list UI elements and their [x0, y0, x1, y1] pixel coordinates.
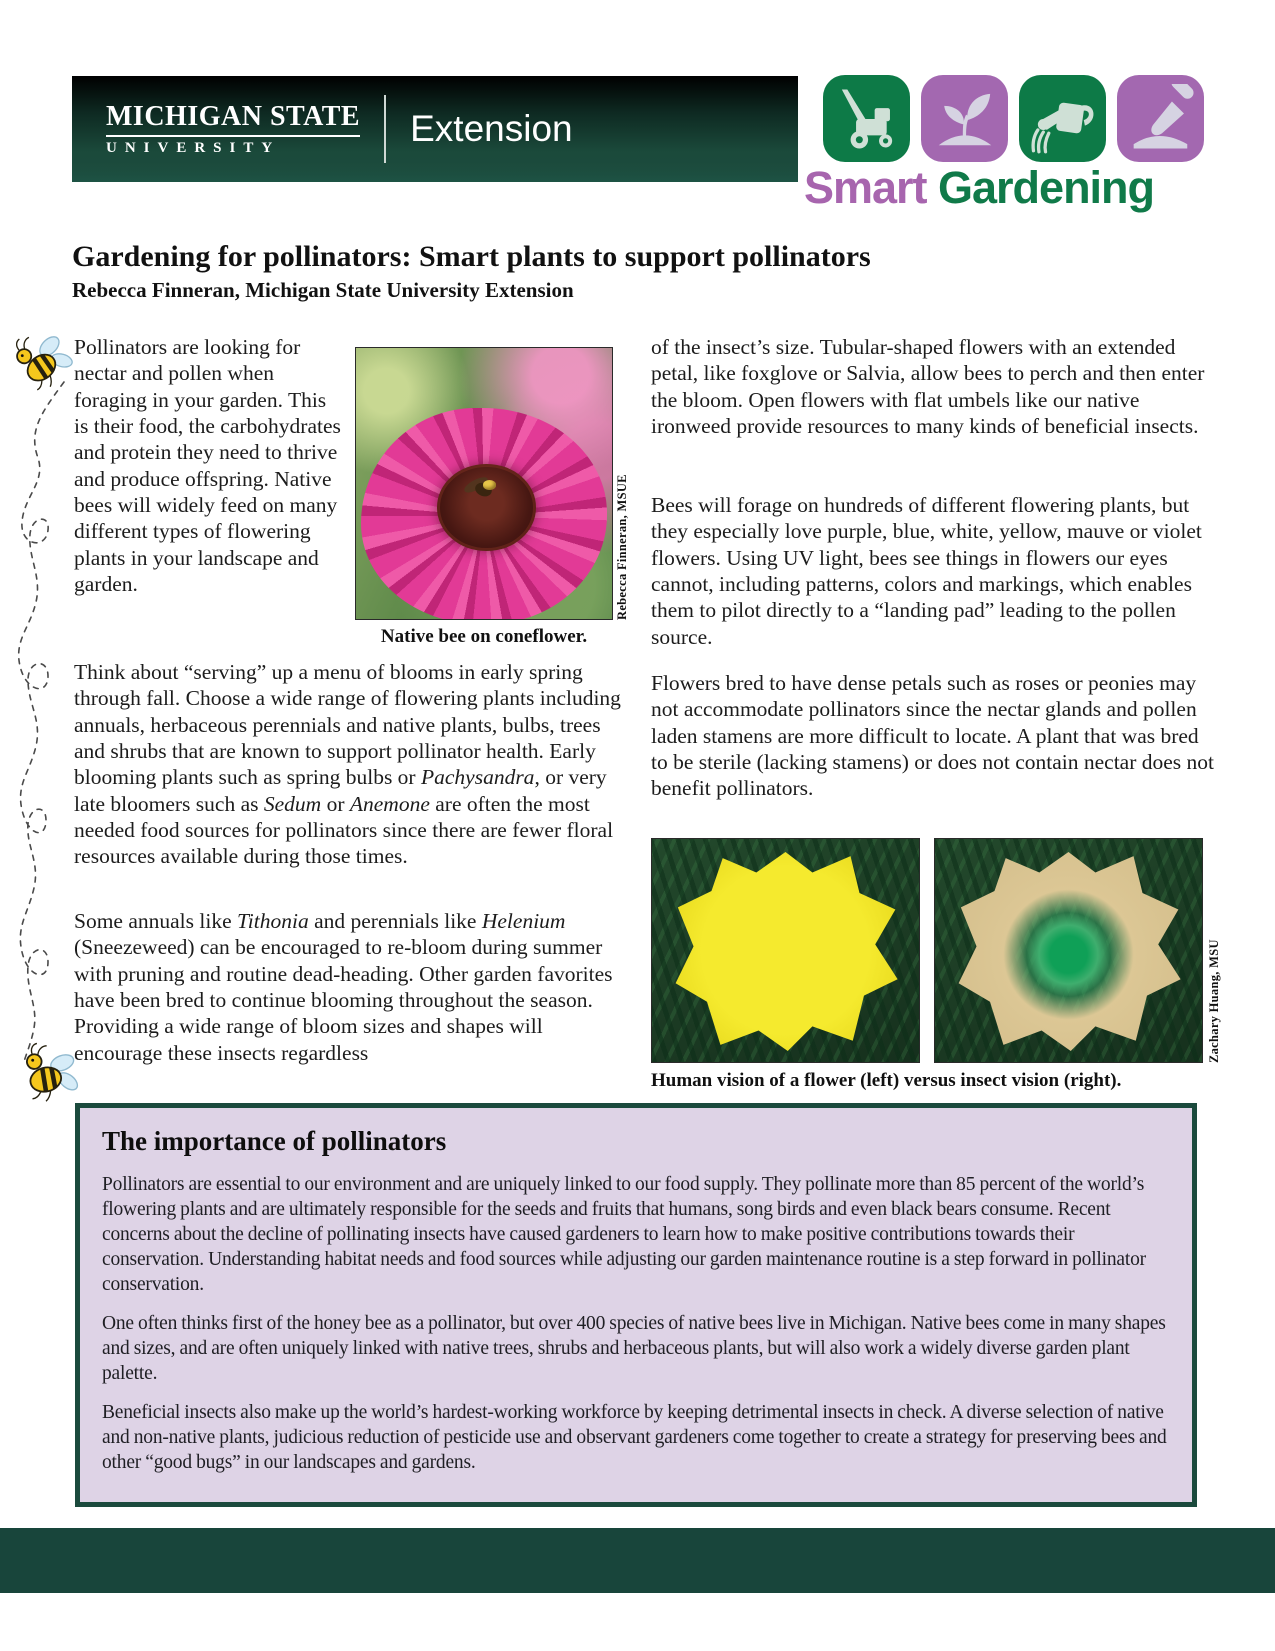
seedling-icon — [930, 84, 1000, 154]
paragraph: of the insect’s size. Tubular-shaped flowers with an extended petal, like foxglove or Salvia, allow bees to perch and then enter the bloom. Open flowers with flat umbels like our native ironweed provide resources to many kinds of beneficial insects. — [651, 335, 1205, 438]
paragraph: Bees will forage on hundreds of different flowering plants, but they especially love purple, blue, white, yellow, mauve or violet flowers. Using UV light, bees see things in flowers our eyes cannot, including patterns, colors and markings, which enables them to pilot directly to a “landing pad” leading to the pollen source. — [651, 493, 1202, 649]
paragraph: Flowers bred to have dense petals such as roses or peonies may not accommodate pollinators since the nectar glands and pollen laden stamens are more difficult to locate. A plant that was bred to be sterile (lacking stamens) or does not contain nectar does not benefit pollinators. — [651, 671, 1215, 801]
extension-label: Extension — [410, 108, 573, 149]
seedling-tile — [921, 75, 1008, 162]
watering-can-icon — [1028, 84, 1098, 154]
insect-vision-photo — [934, 838, 1203, 1063]
lawn-mower-icon — [832, 84, 902, 154]
paragraph: Pollinators are looking for nectar and pollen when foraging in your garden. This is their food, the carbohydrates and protein they need to thrive and produce offspring. Native bees will widely feed on many different types of flowering plants in your landscape and garden. — [74, 335, 341, 596]
byline: Rebecca Finneran, Michigan State University Extension — [72, 278, 574, 302]
msu-wordmark-line2: UNIVERSITY — [106, 139, 281, 156]
coneflower-bloom — [361, 408, 607, 620]
importance-of-pollinators-box — [75, 1103, 1197, 1507]
watering-can-tile — [1019, 75, 1106, 162]
paragraph: Some annuals like Tithonia and perennials like Helenium (Sneezeweed) can be encouraged to re-bloom during summer with pruning and routine dead-heading. Other garden favorites have been bred to continue blooming throughout the season. Providing a wide range of bloom sizes and shapes will encourage these insects regardless — [74, 909, 613, 1065]
photo-caption: Human vision of a flower (left) versus insect vision (right). — [651, 1070, 1122, 1091]
logo-word-smart: Smart — [803, 162, 927, 213]
callout-paragraph: One often thinks first of the honey bee as a pollinator, but over 400 species of native bees live in Michigan. Native bees come in many shapes and sizes, and are often uniquely linked with native trees, shrubs and herbaceous plants, but will also work a widely diverse garden plant palette. — [102, 1312, 1166, 1384]
smart-gardening-logotype — [778, 162, 1180, 214]
page-title: Gardening for pollinators: Smart plants to support pollinators — [72, 240, 871, 274]
paragraph: Think about “serving” up a menu of blooms in early spring through fall. Choose a wide range of flowering plants including annuals, herbaceous perennials and native plants, bulbs, trees and shrubs that are known to support pollinator health. Early blooming plants such as spring bulbs or Pachysandra, or very late bloomers such as Sedum or Anemone are often the most needed food sources for pollinators since there are fewer floral resources available during those times. — [74, 660, 621, 869]
callout-paragraph: Pollinators are essential to our environment and are uniquely linked to our food supply. They pollinate more than 85 percent of the world’s flowering plants and are ultimately responsible for the seeds and fruits that humans, song birds and even black bears consume. Recent concerns about the decline of pollinating insects have caused gardeners to learn how to make positive contributions towards their conservation. Understanding habitat needs and food sources while adjusting our garden maintenance routine is a step forward in pollinator conservation. — [102, 1174, 1146, 1295]
photo-credit: Rebecca Finneran, MSUE — [615, 474, 629, 620]
msu-wordmark-line1: MICHIGAN STATE — [106, 103, 360, 137]
lawn-mower-tile — [823, 75, 910, 162]
callout-heading: The importance of pollinators — [102, 1126, 447, 1156]
photo-caption: Native bee on coneflower. — [380, 626, 588, 647]
yellow-flower — [673, 848, 897, 1053]
callout-paragraph: Beneficial insects also make up the world’s hardest-working workforce by keeping detrimental insects in check. A diverse selection of native and non-native plants, judicious reduction of pesticide use and observant gardeners come together to create a strategy for preserving bees and other “good bugs” in our landscapes and gardens. — [102, 1401, 1167, 1473]
logo-word-gardening: Gardening — [938, 162, 1155, 213]
msu-wordmark — [106, 100, 361, 156]
human-vision-photo — [651, 838, 920, 1063]
photo-credit: Zachary Huang, MSU — [1207, 939, 1221, 1063]
smart-gardening-logo — [823, 75, 1204, 162]
uv-flower — [956, 848, 1180, 1053]
vision-comparison-photos — [651, 838, 1203, 1063]
trowel-icon — [1126, 84, 1196, 154]
trowel-tile — [1117, 75, 1204, 162]
coneflower-photo — [355, 347, 613, 620]
bee-icon — [7, 325, 79, 397]
footer-bar — [0, 1528, 1275, 1593]
msu-extension-banner — [72, 76, 798, 182]
banner-divider — [384, 95, 386, 163]
coneflower-center — [437, 464, 535, 551]
